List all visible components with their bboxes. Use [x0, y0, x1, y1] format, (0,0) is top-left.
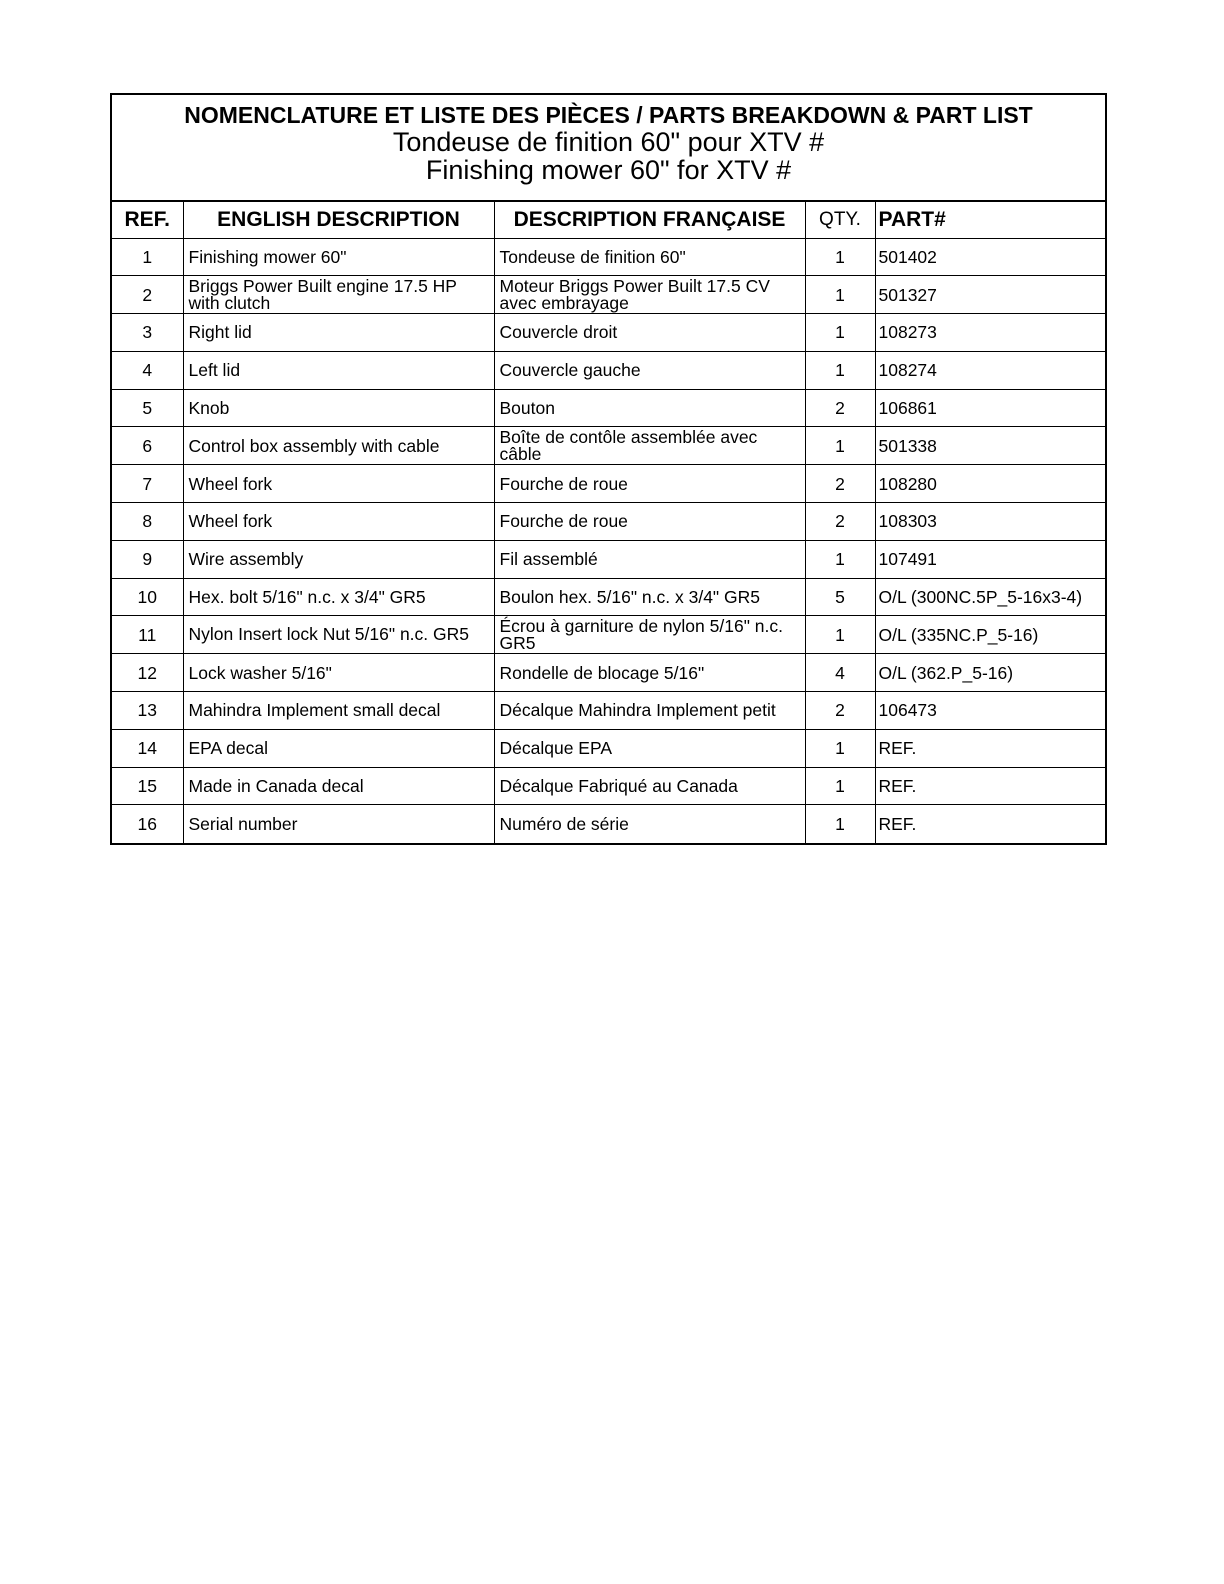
cell-part-number: 108274 [875, 351, 1105, 389]
cell-part-number: 108303 [875, 503, 1105, 541]
cell-part-number: O/L (362.P_5-16) [875, 654, 1105, 692]
cell-french-description: Boulon hex. 5/16" n.c. x 3/4" GR5 [494, 578, 805, 616]
table-row [112, 767, 1105, 805]
cell-english-description: Mahindra Implement small decal [183, 692, 494, 730]
table-row [112, 276, 1105, 314]
table-row [112, 351, 1105, 389]
cell-qty: 1 [805, 805, 875, 843]
cell-ref: 3 [112, 314, 183, 352]
cell-qty: 1 [805, 238, 875, 276]
subtitle-french: Tondeuse de finition 60" pour XTV # [392, 127, 825, 157]
cell-ref: 13 [112, 692, 183, 730]
cell-english-description: Briggs Power Built engine 17.5 HP with clutch [183, 276, 494, 314]
parts-table [112, 202, 1105, 843]
cell-french-description: Boîte de contôle assemblée avec câble [494, 427, 805, 465]
cell-ref: 16 [112, 805, 183, 843]
table-row [112, 654, 1105, 692]
cell-english-description: Right lid [183, 314, 494, 352]
table-row [112, 692, 1105, 730]
cell-qty: 2 [805, 692, 875, 730]
cell-ref: 5 [112, 389, 183, 427]
cell-qty: 1 [805, 427, 875, 465]
subtitle-english: Finishing mower 60" for XTV # [425, 155, 792, 185]
table-row [112, 238, 1105, 276]
cell-ref: 1 [112, 238, 183, 276]
cell-ref: 6 [112, 427, 183, 465]
cell-ref: 8 [112, 503, 183, 541]
cell-part-number: 107491 [875, 540, 1105, 578]
parts-list-sheet [110, 93, 1107, 845]
cell-french-description: Décalque EPA [494, 729, 805, 767]
cell-qty: 2 [805, 503, 875, 541]
cell-qty: 2 [805, 389, 875, 427]
cell-english-description: EPA decal [183, 729, 494, 767]
cell-part-number: REF. [875, 729, 1105, 767]
table-row [112, 389, 1105, 427]
cell-ref: 14 [112, 729, 183, 767]
table-row [112, 805, 1105, 843]
table-header-row [112, 202, 1105, 238]
cell-french-description: Fil assemblé [494, 540, 805, 578]
cell-part-number: REF. [875, 805, 1105, 843]
table-row [112, 540, 1105, 578]
page-title: NOMENCLATURE ET LISTE DES PIÈCES / PARTS BREAKDOWN & PART LIST [184, 102, 1033, 128]
col-header-ref: REF. [112, 202, 183, 238]
cell-french-description: Couvercle gauche [494, 351, 805, 389]
cell-qty: 4 [805, 654, 875, 692]
cell-english-description: Wheel fork [183, 465, 494, 503]
cell-part-number: O/L (300NC.5P_5-16x3-4) [875, 578, 1105, 616]
cell-qty: 1 [805, 767, 875, 805]
cell-french-description: Décalque Fabriqué au Canada [494, 767, 805, 805]
cell-english-description: Wheel fork [183, 503, 494, 541]
cell-qty: 1 [805, 616, 875, 654]
cell-english-description: Left lid [183, 351, 494, 389]
col-header-qty: QTY. [805, 202, 875, 238]
cell-qty: 1 [805, 540, 875, 578]
cell-english-description: Hex. bolt 5/16" n.c. x 3/4" GR5 [183, 578, 494, 616]
cell-part-number: 501338 [875, 427, 1105, 465]
cell-french-description: Couvercle droit [494, 314, 805, 352]
cell-part-number: 501402 [875, 238, 1105, 276]
col-header-english: ENGLISH DESCRIPTION [183, 202, 494, 238]
cell-part-number: 106473 [875, 692, 1105, 730]
table-row [112, 503, 1105, 541]
cell-part-number: REF. [875, 767, 1105, 805]
table-row [112, 729, 1105, 767]
cell-qty: 2 [805, 465, 875, 503]
cell-ref: 7 [112, 465, 183, 503]
col-header-french: DESCRIPTION FRANÇAISE [494, 202, 805, 238]
parts-list-header [112, 95, 1105, 202]
cell-french-description: Décalque Mahindra Implement petit [494, 692, 805, 730]
cell-english-description: Knob [183, 389, 494, 427]
cell-french-description: Rondelle de blocage 5/16" [494, 654, 805, 692]
table-row [112, 616, 1105, 654]
table-row [112, 578, 1105, 616]
cell-french-description: Moteur Briggs Power Built 17.5 CV avec embrayage [494, 276, 805, 314]
cell-french-description: Tondeuse de finition 60" [494, 238, 805, 276]
cell-english-description: Finishing mower 60" [183, 238, 494, 276]
cell-ref: 15 [112, 767, 183, 805]
cell-english-description: Made in Canada decal [183, 767, 494, 805]
cell-english-description: Lock washer 5/16" [183, 654, 494, 692]
cell-french-description: Bouton [494, 389, 805, 427]
cell-ref: 9 [112, 540, 183, 578]
cell-english-description: Serial number [183, 805, 494, 843]
cell-qty: 1 [805, 314, 875, 352]
cell-part-number: 108273 [875, 314, 1105, 352]
cell-english-description: Control box assembly with cable [183, 427, 494, 465]
cell-qty: 1 [805, 351, 875, 389]
table-row [112, 465, 1105, 503]
cell-qty: 1 [805, 276, 875, 314]
cell-part-number: 108280 [875, 465, 1105, 503]
cell-french-description: Fourche de roue [494, 465, 805, 503]
cell-ref: 11 [112, 616, 183, 654]
cell-english-description: Wire assembly [183, 540, 494, 578]
cell-ref: 10 [112, 578, 183, 616]
cell-part-number: O/L (335NC.P_5-16) [875, 616, 1105, 654]
cell-ref: 2 [112, 276, 183, 314]
cell-ref: 12 [112, 654, 183, 692]
cell-french-description: Numéro de série [494, 805, 805, 843]
cell-english-description: Nylon Insert lock Nut 5/16" n.c. GR5 [183, 616, 494, 654]
table-row [112, 427, 1105, 465]
cell-qty: 1 [805, 729, 875, 767]
cell-part-number: 501327 [875, 276, 1105, 314]
cell-french-description: Écrou à garniture de nylon 5/16" n.c. GR5 [494, 616, 805, 654]
table-row [112, 314, 1105, 352]
cell-qty: 5 [805, 578, 875, 616]
cell-french-description: Fourche de roue [494, 503, 805, 541]
cell-part-number: 106861 [875, 389, 1105, 427]
col-header-part: PART# [875, 202, 1105, 238]
cell-ref: 4 [112, 351, 183, 389]
